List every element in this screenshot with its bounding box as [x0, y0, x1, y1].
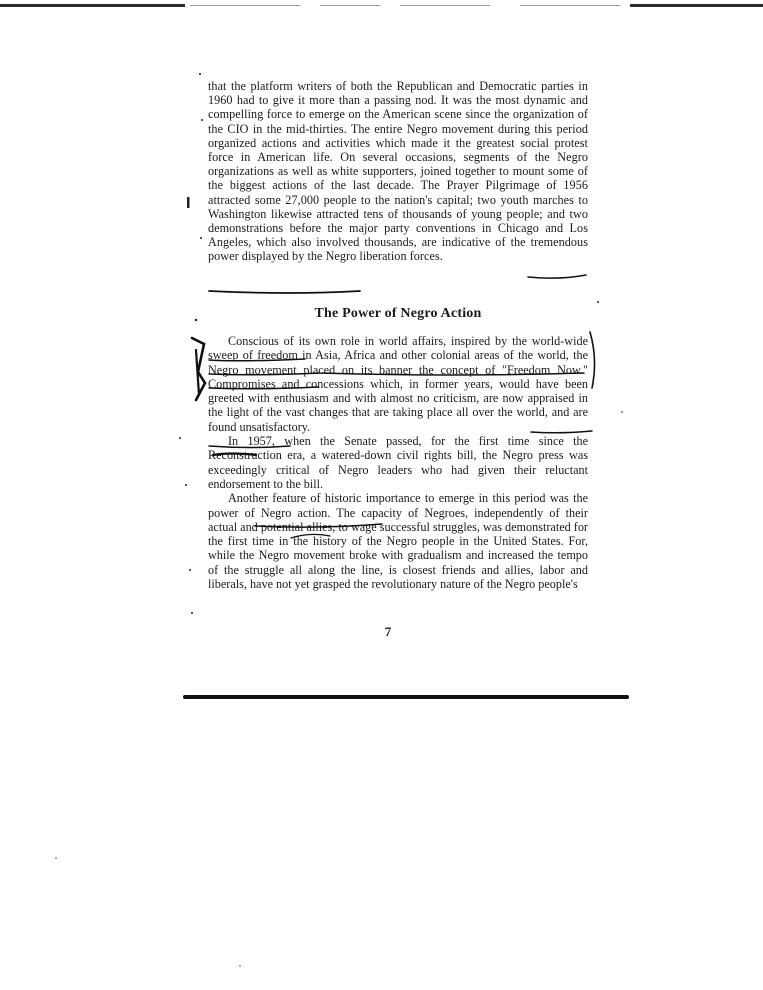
margin-tick [187, 197, 190, 208]
speck [191, 612, 193, 614]
speck [621, 411, 623, 413]
paragraph-4: Another feature of historic importance to emerge in this period was the power of Negro action. The capacity of Negroes, independently of their actual and potential allies, to wage successful struggles, was demonstrated for the first time in the history of the Negro people in the United States. For, while the Negro movement broke with gradualism and increased the tempo of the struggle all along the line, is closest friends and allies, labor and liberals, have not yet grasped the revolutionary nature of the Negro people's [208, 491, 588, 592]
page-number: 7 [384, 624, 392, 639]
underline-mark [255, 524, 382, 527]
speck [597, 301, 599, 303]
speck [199, 73, 201, 75]
section-heading: The Power of Negro Action [314, 306, 482, 321]
underline-mark [209, 387, 318, 389]
underline-mark [209, 373, 320, 375]
underline-mark [291, 534, 330, 538]
speck [179, 437, 181, 439]
underline-mark [213, 454, 256, 456]
speck [185, 484, 187, 486]
speck [201, 119, 203, 121]
paragraph-2: Conscious of its own role in world affairs, inspired by the world-wide sweep of freedom in Asia, Africa and other colonial areas of the world, the Negro movement placed on its banner the concept of "Freedom Now." Compromises and concessions which, in former years, would have been greeted with enthusiasm and with almost no criticism, are now appraised in the light of the vast changes that are taking place all over the world, and are found unsatisfactory. [208, 334, 588, 434]
speck [239, 965, 240, 966]
margin-n-mark [196, 350, 199, 395]
underline-mark [528, 275, 586, 278]
underline-mark [531, 431, 592, 433]
underline-mark [209, 291, 360, 293]
margin-bracket-mark [590, 332, 595, 388]
speck [195, 319, 197, 321]
paragraph-3: In 1957, when the Senate passed, for the first time since the Reconstruction era, a watered-down civil rights bill, the Negro press was exceedingly critical of Negro leaders who had given their reluctant endorsement to the bill. [208, 434, 588, 491]
speck [200, 237, 202, 239]
speck [55, 857, 56, 858]
paragraph-1: that the platform writers of both the Republican and Democratic parties in 1960 had to give it more than a passing nod. It was the most dynamic and compelling force to emerge on the American scene since the organization of the CIO in the mid-thirties. The entire Negro movement during this period organized actions and activities which made it the greatest social protest force in American life. On several occasions, segments of the Negro organizations as well as white supporters, joined together to mount some of the biggest actions of the last decade. The Prayer Pilgrimage of 1956 attracted some 27,000 people to the nation's capital; two youth marches to Washington likewise attracted tens of thousands of young people; and two demonstrations before the major party conventions in Chicago and Los Angeles, which also involved thousands, are indicative of the tremendous power displayed by the Negro liberation forces. [208, 79, 588, 264]
underline-mark [322, 373, 584, 375]
underline-mark [209, 446, 290, 448]
speck [189, 569, 191, 571]
underline-mark [209, 359, 305, 361]
